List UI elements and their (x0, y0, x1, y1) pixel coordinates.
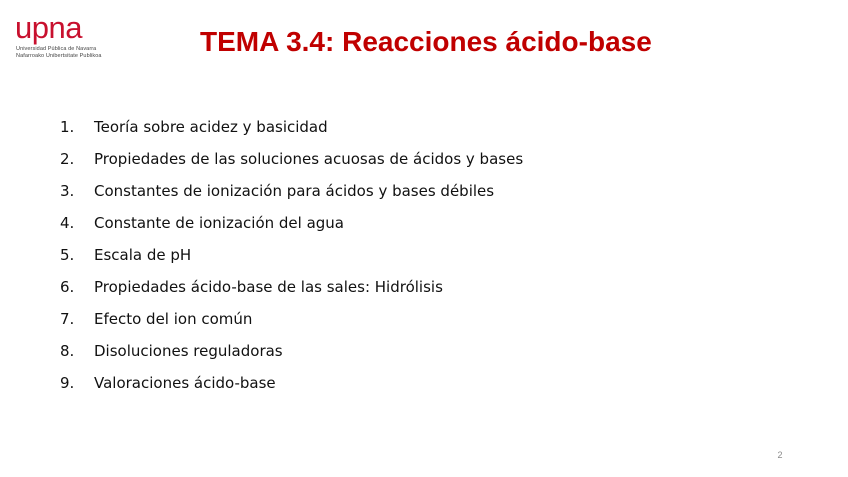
agenda-item-number: 4. (60, 214, 75, 232)
upna-logo (15, 10, 102, 60)
agenda-item-text: Teoría sobre acidez y basicidad (94, 118, 328, 136)
agenda-item (60, 271, 523, 303)
slide-title: TEMA 3.4: Reacciones ácido-base (200, 26, 652, 57)
agenda-item-text: Valoraciones ácido-base (94, 374, 276, 392)
agenda-item (60, 303, 523, 335)
agenda-item-number: 6. (60, 278, 75, 296)
agenda-item (60, 335, 523, 367)
agenda-item-number: 1. (60, 118, 75, 136)
agenda-item (60, 111, 523, 143)
agenda-item-number: 8. (60, 342, 75, 360)
logo-wordmark: upna (15, 10, 82, 45)
agenda-item-text: Propiedades de las soluciones acuosas de ácidos y bases (94, 150, 524, 168)
logo-subtitle-line2: Nafarroako Unibertsitate Publikoa (16, 53, 102, 59)
agenda-item (60, 175, 523, 207)
agenda-item-number: 5. (60, 246, 75, 264)
agenda-item-text: Efecto del ion común (94, 310, 253, 328)
agenda-item-number: 2. (60, 150, 75, 168)
agenda-item-text: Escala de pH (94, 246, 192, 264)
agenda-item-number: 7. (60, 310, 75, 328)
agenda-item-text: Constante de ionización del agua (94, 214, 344, 232)
agenda-item (60, 367, 523, 399)
agenda-item-text: Propiedades ácido-base de las sales: Hidrólisis (94, 278, 443, 296)
agenda-item (60, 143, 523, 175)
agenda-item (60, 239, 523, 271)
agenda-item-text: Constantes de ionización para ácidos y bases débiles (94, 182, 495, 200)
agenda-item (60, 207, 523, 239)
logo-subtitle-line1: Universidad Pública de Navarra (16, 46, 97, 52)
agenda-item-number: 3. (60, 182, 75, 200)
page-number: 2 (777, 450, 783, 460)
agenda-item-text: Disoluciones reguladoras (94, 342, 283, 360)
agenda-item-number: 9. (60, 374, 75, 392)
agenda-list (60, 111, 523, 399)
